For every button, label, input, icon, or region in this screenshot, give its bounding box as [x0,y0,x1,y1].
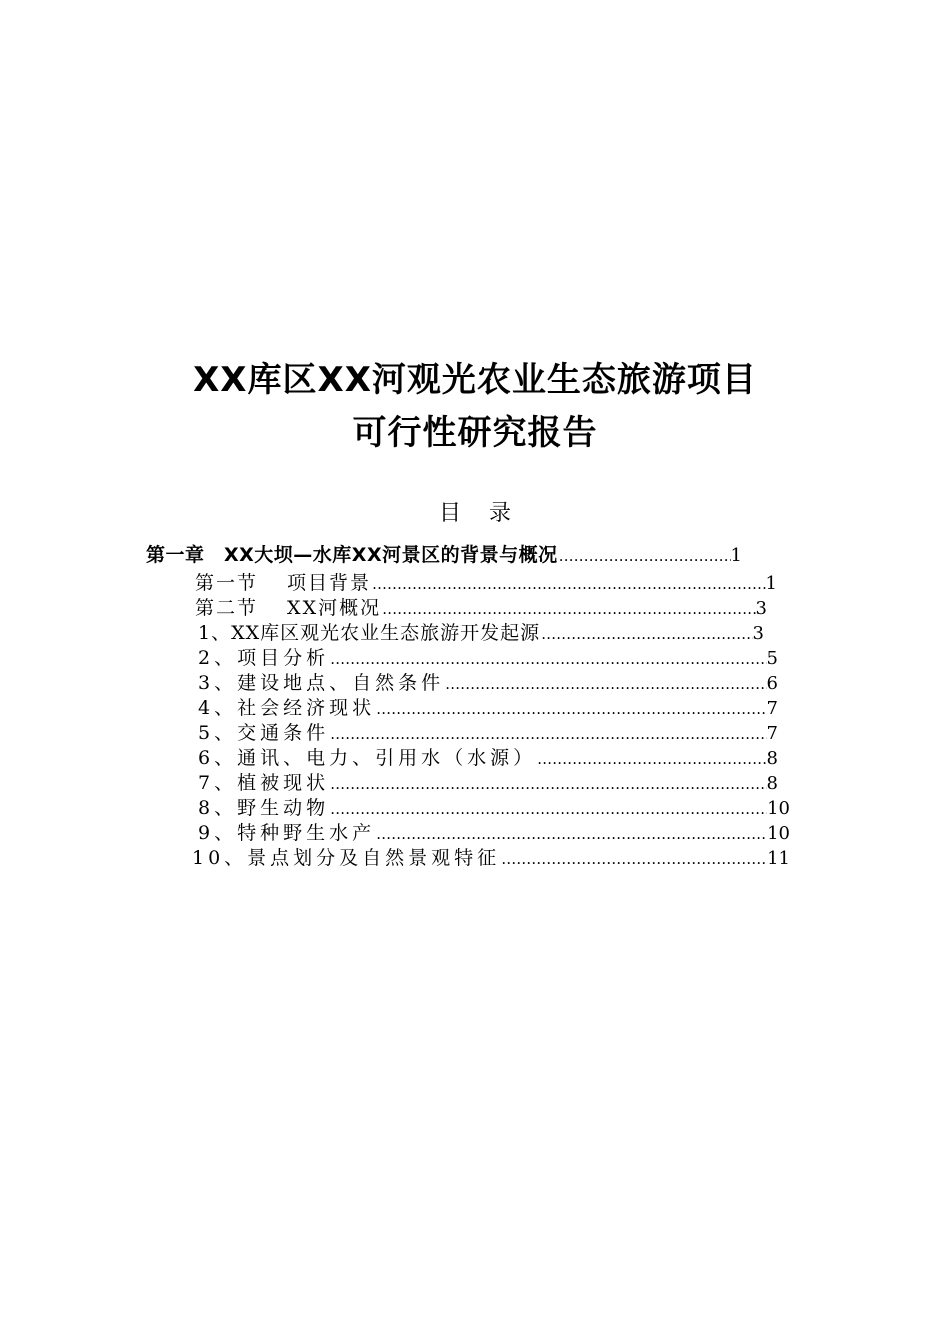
toc-entry-page: 11 [767,848,790,869]
toc-entry-label: 第一节 项目背景 [195,572,372,594]
toc-entry-item-7[interactable] [198,771,778,796]
toc-entry-item-6[interactable] [198,746,778,771]
toc-leader-dots [381,597,755,621]
toc-entry-item-1[interactable] [198,621,764,646]
toc-leader-dots [540,622,752,646]
toc-entry-item-4[interactable] [198,696,778,721]
toc-entry-page: 8 [766,773,778,794]
toc-entry-label: 10、景点划分及自然景观特征 [192,847,501,869]
toc-entry-item-5[interactable] [198,721,778,746]
toc-entry-page: 3 [752,623,764,644]
toc-entry-label: 3、建设地点、自然条件 [198,672,445,694]
toc-leader-dots [329,722,766,746]
toc-leader-dots [329,772,766,796]
toc-entry-item-10[interactable] [192,846,790,871]
toc-entry-chapter-1[interactable] [146,543,742,568]
toc-entry-section-2[interactable] [195,596,767,621]
toc-leader-dots [444,672,766,696]
document-title-line-2: 可行性研究报告 [352,413,598,453]
toc-entry-page: 6 [766,673,778,694]
toc-leader-dots [329,647,766,671]
toc-entry-label: 5、交通条件 [198,722,330,744]
toc-entry-label: 7、植被现状 [198,772,330,794]
toc-entry-page: 7 [766,723,778,744]
toc-heading: 目录 [438,501,539,526]
toc-entry-page: 3 [755,598,767,619]
toc-entry-item-8[interactable] [198,796,790,821]
toc-entry-page: 1 [730,545,742,566]
toc-entry-page: 5 [766,648,778,669]
toc-leader-dots [375,697,766,721]
toc-entry-label: 6、通讯、电力、引用水（水源） [198,747,537,769]
toc-leader-dots [500,847,767,871]
toc-entry-label: 9、特种野生水产 [198,822,376,844]
toc-leader-dots [558,544,731,568]
toc-entry-page: 7 [766,698,778,719]
toc-entry-label: 4、社会经济现状 [198,697,376,719]
toc-entry-page: 10 [767,823,790,844]
toc-entry-page: 10 [767,798,790,819]
toc-entry-item-9[interactable] [198,821,790,846]
toc-entry-page: 8 [766,748,778,769]
toc-leader-dots [375,822,767,846]
toc-entry-label: 1、XX库区观光农业生态旅游开发起源 [198,622,541,644]
document-title-line-1: XX库区XX河观光农业生态旅游项目 [193,360,757,400]
toc-entry-label: 第二节 XX河概况 [195,597,382,619]
toc-leader-dots [371,572,766,596]
toc-leader-dots [329,797,767,821]
toc-entry-label: 8、野生动物 [198,797,330,819]
toc-entry-item-2[interactable] [198,646,778,671]
toc-leader-dots [536,747,766,771]
toc-entry-item-3[interactable] [198,671,778,696]
toc-entry-label: 2、项目分析 [198,647,330,669]
toc-entry-page: 1 [765,573,777,594]
toc-entry-label: 第一章 XX大坝—水库XX河景区的背景与概况 [146,544,558,566]
toc-entry-section-1[interactable] [195,571,777,596]
